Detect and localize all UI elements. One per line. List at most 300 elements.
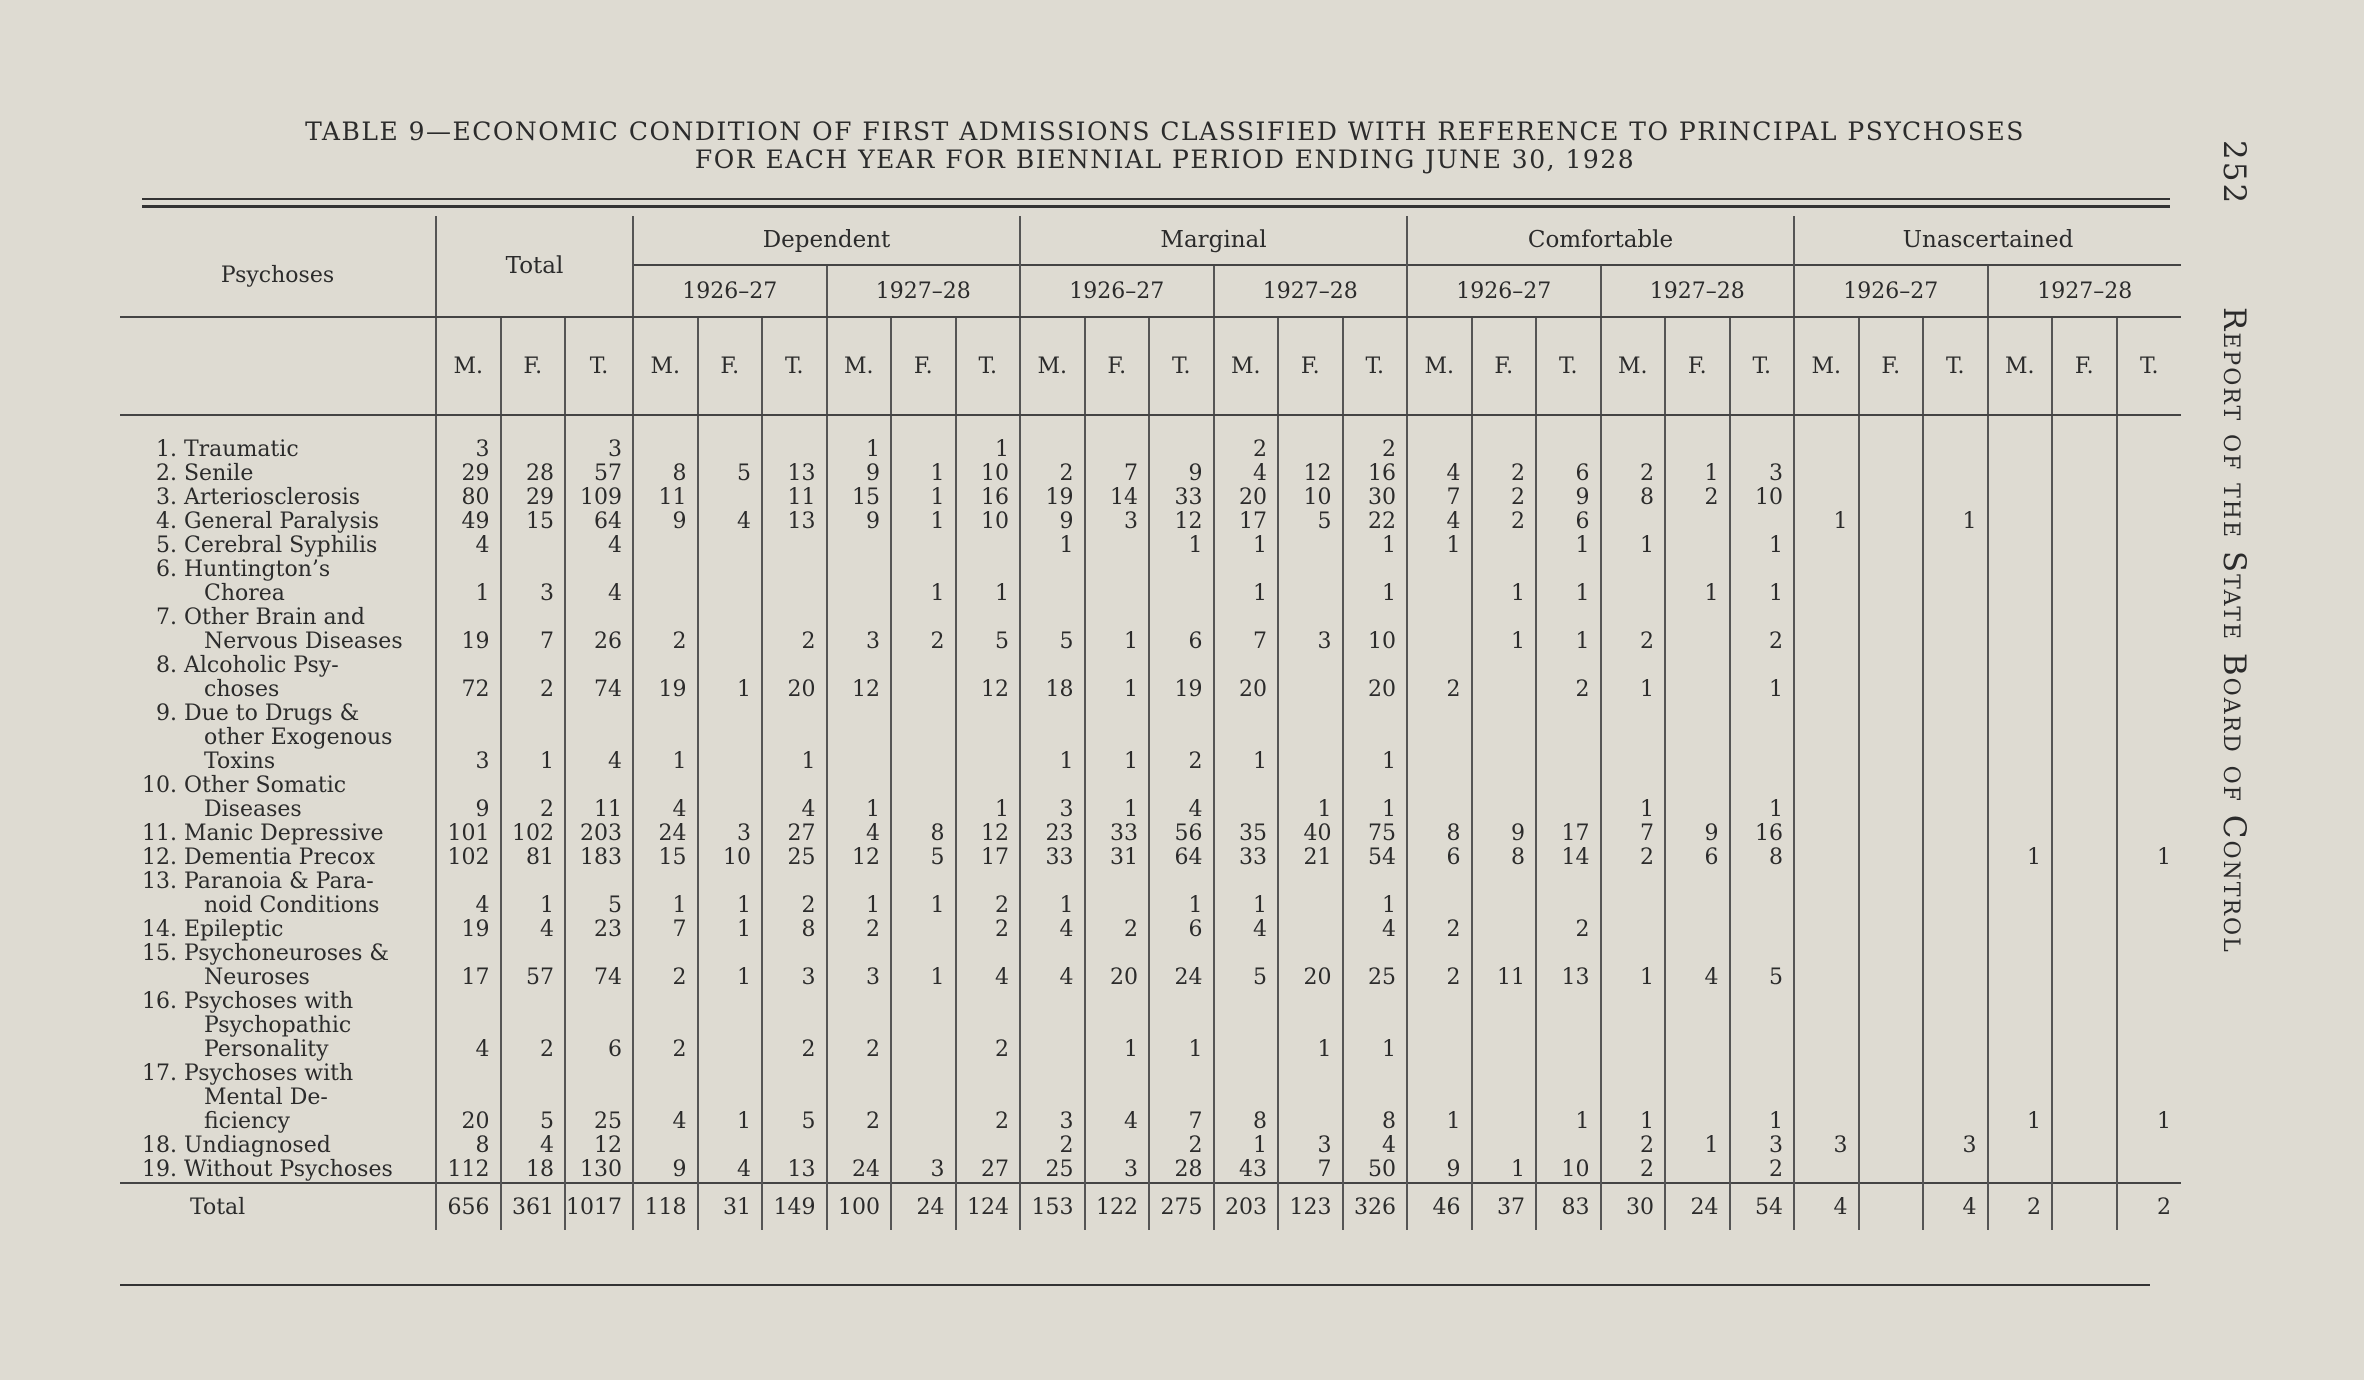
- cell-value: 7: [1214, 606, 1279, 654]
- cell-value: 1: [1085, 990, 1150, 1062]
- header-f-col-1: F.: [501, 317, 566, 415]
- cell-value: 5: [501, 1062, 566, 1134]
- cell-value: 21: [1278, 846, 1343, 870]
- cell-value: 3: [1730, 462, 1795, 486]
- header-comfortable: Comfortable: [1407, 216, 1794, 265]
- cell-value: 5: [1278, 510, 1343, 534]
- cell-value: 10: [956, 462, 1021, 486]
- cell-value: 1: [1214, 534, 1279, 558]
- cell-value: 4: [1343, 1134, 1408, 1158]
- header-m-col-18: M.: [1601, 317, 1666, 415]
- cell-value: 1: [1343, 870, 1408, 918]
- table-title-line-1: TABLE 9—ECONOMIC CONDITION OF FIRST ADMISSIONS CLASSIFIED WITH REFERENCE TO PRINCIPAL PSYCHOSES: [305, 117, 2025, 146]
- cell-value: 3: [1730, 1134, 1795, 1158]
- cell-value: 5: [762, 1062, 827, 1134]
- cell-value: [1601, 558, 1666, 606]
- cell-value: 27: [956, 1158, 1021, 1183]
- cell-value: [1859, 510, 1924, 534]
- cell-value: [2117, 462, 2182, 486]
- header-f-col-19: F.: [1665, 317, 1730, 415]
- header-dependent-1926-27: 1926–27: [633, 265, 827, 317]
- cell-value: 4: [633, 774, 698, 822]
- cell-value: [1988, 486, 2053, 510]
- row-label: [120, 1158, 436, 1183]
- cell-value: 9: [633, 1158, 698, 1183]
- cell-value: [2117, 486, 2182, 510]
- cell-value: [1794, 702, 1859, 774]
- row-label: [120, 534, 436, 558]
- cell-value: 9: [1149, 462, 1214, 486]
- cell-value: [1472, 1134, 1537, 1158]
- spacer: [1601, 415, 1666, 438]
- cell-value: 2: [762, 606, 827, 654]
- cell-value: [1859, 558, 1924, 606]
- cell-value: 75: [1343, 822, 1408, 846]
- cell-value: 20: [1085, 942, 1150, 990]
- row-label-line: 6. Huntington’s: [156, 557, 331, 582]
- header-t-col-23: T.: [1923, 317, 1988, 415]
- spacer: [762, 415, 827, 438]
- spacer: [1665, 415, 1730, 438]
- cell-value: [1665, 606, 1730, 654]
- header-dependent-1927-28: 1927–28: [827, 265, 1021, 317]
- spacer: [1536, 415, 1601, 438]
- header-t-col-14: T.: [1343, 317, 1408, 415]
- cell-value: [2052, 942, 2117, 990]
- cell-value: 1: [1085, 606, 1150, 654]
- cell-value: 3: [436, 438, 501, 462]
- cell-value: [891, 654, 956, 702]
- header-comfortable-1927-28: 1927–28: [1601, 265, 1795, 317]
- cell-value: [1859, 942, 1924, 990]
- total-cell: 326: [1343, 1183, 1408, 1230]
- cell-value: [2052, 870, 2117, 918]
- cell-value: 18: [501, 1158, 566, 1183]
- cell-value: 7: [1278, 1158, 1343, 1183]
- cell-value: [1988, 654, 2053, 702]
- cell-value: 19: [1020, 486, 1085, 510]
- cell-value: 3: [1085, 1158, 1150, 1183]
- header-f-col-25: F.: [2052, 317, 2117, 415]
- cell-value: [2117, 942, 2182, 990]
- cell-value: 1: [1472, 606, 1537, 654]
- cell-value: [1020, 990, 1085, 1062]
- row-label: [120, 870, 436, 918]
- total-cell: 46: [1407, 1183, 1472, 1230]
- header-psychoses: Psychoses: [120, 216, 436, 317]
- cell-value: 24: [1149, 942, 1214, 990]
- cell-value: [698, 438, 763, 462]
- table-title-line-2: FOR EACH YEAR FOR BIENNIAL PERIOD ENDING JUNE 30, 1928: [694, 145, 1636, 174]
- total-cell: 37: [1472, 1183, 1537, 1230]
- spacer: [827, 415, 892, 438]
- cell-value: [1020, 558, 1085, 606]
- row-label: [120, 774, 436, 822]
- cell-value: [1923, 654, 1988, 702]
- header-t-col-20: T.: [1730, 317, 1795, 415]
- cell-value: [2052, 990, 2117, 1062]
- cell-value: 19: [1149, 654, 1214, 702]
- cell-value: [1472, 654, 1537, 702]
- cell-value: 4: [633, 1062, 698, 1134]
- row-label-line: Personality: [204, 1037, 329, 1062]
- cell-value: [1794, 534, 1859, 558]
- cell-value: 12: [956, 822, 1021, 846]
- total-cell: 54: [1730, 1183, 1795, 1230]
- cell-value: [1407, 702, 1472, 774]
- cell-value: 19: [436, 606, 501, 654]
- top-double-rule-1: [142, 198, 2170, 200]
- cell-value: 26: [565, 606, 633, 654]
- cell-value: [1278, 438, 1343, 462]
- cell-value: 74: [565, 654, 633, 702]
- cell-value: [1794, 918, 1859, 942]
- table-row: [120, 558, 2181, 606]
- cell-value: [1665, 438, 1730, 462]
- cell-value: [1988, 702, 2053, 774]
- cell-value: [762, 1134, 827, 1158]
- cell-value: 23: [1020, 822, 1085, 846]
- row-label-line: 8. Alcoholic Psy-: [156, 653, 339, 678]
- cell-value: 2: [827, 918, 892, 942]
- header-f-col-7: F.: [891, 317, 956, 415]
- row-label: [120, 942, 436, 990]
- total-cell: 124: [956, 1183, 1021, 1230]
- cell-value: 7: [1601, 822, 1666, 846]
- cell-value: 56: [1149, 822, 1214, 846]
- spacer: [1020, 415, 1085, 438]
- cell-value: [2052, 1062, 2117, 1134]
- cell-value: [1472, 534, 1537, 558]
- cell-value: 15: [827, 486, 892, 510]
- total-label: Total: [120, 1183, 436, 1230]
- cell-value: 4: [1020, 918, 1085, 942]
- cell-value: 12: [1149, 510, 1214, 534]
- row-label: [120, 558, 436, 606]
- cell-value: [698, 606, 763, 654]
- cell-value: 15: [501, 510, 566, 534]
- cell-value: [1020, 438, 1085, 462]
- cell-value: [2117, 606, 2182, 654]
- cell-value: [1149, 558, 1214, 606]
- cell-value: 102: [436, 846, 501, 870]
- cell-value: 2: [1407, 918, 1472, 942]
- cell-value: [827, 1134, 892, 1158]
- cell-value: 11: [1472, 942, 1537, 990]
- header-t-col-8: T.: [956, 317, 1021, 415]
- cell-value: [2117, 558, 2182, 606]
- cell-value: [1794, 654, 1859, 702]
- cell-value: [1730, 918, 1795, 942]
- cell-value: [1794, 558, 1859, 606]
- spacer: [1085, 415, 1150, 438]
- cell-value: 2: [1407, 942, 1472, 990]
- cell-value: [1407, 606, 1472, 654]
- cell-value: 2: [1149, 702, 1214, 774]
- cell-value: [2117, 510, 2182, 534]
- cell-value: 1: [1536, 606, 1601, 654]
- cell-value: 4: [1343, 918, 1408, 942]
- cell-value: 9: [633, 510, 698, 534]
- cell-value: 7: [633, 918, 698, 942]
- spacer: [698, 415, 763, 438]
- spacer: [891, 415, 956, 438]
- cell-value: [2117, 438, 2182, 462]
- cell-value: [698, 990, 763, 1062]
- table-row: [120, 846, 2181, 870]
- cell-value: 1: [1536, 1062, 1601, 1134]
- cell-value: [956, 702, 1021, 774]
- cell-value: [698, 1134, 763, 1158]
- total-cell: 2: [2117, 1183, 2182, 1230]
- cell-value: 1: [1020, 534, 1085, 558]
- cell-value: 1: [1214, 558, 1279, 606]
- cell-value: 1: [1343, 558, 1408, 606]
- table-row: [120, 486, 2181, 510]
- cell-value: 4: [565, 534, 633, 558]
- table-row: [120, 1062, 2181, 1134]
- cell-value: [1085, 1134, 1150, 1158]
- cell-value: [1923, 534, 1988, 558]
- cell-value: 2: [1536, 654, 1601, 702]
- cell-value: 43: [1214, 1158, 1279, 1183]
- total-cell: 118: [633, 1183, 698, 1230]
- cell-value: [1730, 990, 1795, 1062]
- cell-value: 1: [698, 1062, 763, 1134]
- cell-value: [1407, 558, 1472, 606]
- cell-value: [2052, 1158, 2117, 1183]
- spacer: [1278, 415, 1343, 438]
- total-cell: 122: [1085, 1183, 1150, 1230]
- row-label-line: 1. Traumatic: [156, 437, 299, 462]
- row-label-line: 11. Manic Depressive: [142, 821, 384, 846]
- cell-value: [1859, 870, 1924, 918]
- cell-value: [891, 990, 956, 1062]
- spacer: [1730, 415, 1795, 438]
- cell-value: 16: [1343, 462, 1408, 486]
- header-total: Total: [436, 216, 633, 317]
- row-label: [120, 438, 436, 462]
- cell-value: 2: [501, 654, 566, 702]
- cell-value: 2: [1601, 1134, 1666, 1158]
- cell-value: [891, 702, 956, 774]
- cell-value: 1: [891, 558, 956, 606]
- cell-value: [1407, 870, 1472, 918]
- cell-value: 10: [956, 510, 1021, 534]
- total-cell: 153: [1020, 1183, 1085, 1230]
- cell-value: 6: [1536, 510, 1601, 534]
- cell-value: [1923, 822, 1988, 846]
- cell-value: 20: [436, 1062, 501, 1134]
- table-row: [120, 654, 2181, 702]
- cell-value: [1278, 870, 1343, 918]
- cell-value: 1: [501, 702, 566, 774]
- header-blank: [120, 317, 436, 415]
- cell-value: 1: [1085, 654, 1150, 702]
- cell-value: 35: [1214, 822, 1279, 846]
- cell-value: [633, 558, 698, 606]
- cell-value: [827, 558, 892, 606]
- cell-value: 1: [1020, 702, 1085, 774]
- cell-value: [1859, 702, 1924, 774]
- cell-value: 2: [827, 990, 892, 1062]
- cell-value: [1923, 990, 1988, 1062]
- cell-value: [1859, 606, 1924, 654]
- cell-value: 1: [1214, 702, 1279, 774]
- spacer: [1923, 415, 1988, 438]
- cell-value: 6: [1149, 918, 1214, 942]
- cell-value: 25: [1020, 1158, 1085, 1183]
- cell-value: 3: [1794, 1134, 1859, 1158]
- cell-value: [1794, 822, 1859, 846]
- row-label: [120, 702, 436, 774]
- cell-value: [1988, 1158, 2053, 1183]
- cell-value: 3: [436, 702, 501, 774]
- total-cell: 31: [698, 1183, 763, 1230]
- cell-value: 11: [762, 486, 827, 510]
- cell-value: 13: [1536, 942, 1601, 990]
- cell-value: [1536, 702, 1601, 774]
- cell-value: [2052, 510, 2117, 534]
- row-label-line: 5. Cerebral Syphilis: [156, 533, 378, 558]
- cell-value: 12: [956, 654, 1021, 702]
- row-label-line: 13. Paranoia & Para-: [142, 869, 374, 894]
- cell-value: 9: [1536, 486, 1601, 510]
- cell-value: 4: [436, 990, 501, 1062]
- cell-value: [1278, 702, 1343, 774]
- cell-value: [1794, 606, 1859, 654]
- cell-value: 64: [1149, 846, 1214, 870]
- cell-value: 109: [565, 486, 633, 510]
- bottom-rule: [120, 1284, 2150, 1286]
- cell-value: [2117, 654, 2182, 702]
- cell-value: [762, 438, 827, 462]
- cell-value: 2: [1085, 918, 1150, 942]
- cell-value: 74: [565, 942, 633, 990]
- cell-value: 2: [1665, 486, 1730, 510]
- header-t-col-26: T.: [2117, 317, 2182, 415]
- cell-value: 2: [1536, 918, 1601, 942]
- row-label-line: Psychopathic: [204, 1013, 352, 1038]
- cell-value: [1472, 702, 1537, 774]
- header-unascertained-1926-27: 1926–27: [1794, 265, 1988, 317]
- cell-value: [1923, 870, 1988, 918]
- cell-value: 1: [1601, 654, 1666, 702]
- cell-value: 2: [762, 990, 827, 1062]
- total-cell: 361: [501, 1183, 566, 1230]
- cell-value: 2: [501, 774, 566, 822]
- cell-value: 2: [1020, 1134, 1085, 1158]
- cell-value: [2117, 870, 2182, 918]
- cell-value: 9: [1407, 1158, 1472, 1183]
- cell-value: [2052, 846, 2117, 870]
- cell-value: 12: [1278, 462, 1343, 486]
- cell-value: 2: [633, 942, 698, 990]
- row-label: [120, 510, 436, 534]
- cell-value: [891, 1062, 956, 1134]
- cell-value: [1601, 990, 1666, 1062]
- row-label-line: 19. Without Psychoses: [142, 1157, 393, 1182]
- cell-value: [698, 486, 763, 510]
- cell-value: [2117, 774, 2182, 822]
- cell-value: [1988, 462, 2053, 486]
- table-row: [120, 606, 2181, 654]
- cell-value: 2: [956, 990, 1021, 1062]
- table-row: [120, 1158, 2181, 1183]
- table-row: [120, 774, 2181, 822]
- spacer: [2117, 415, 2182, 438]
- cell-value: [1859, 486, 1924, 510]
- cell-value: 3: [501, 558, 566, 606]
- cell-value: 3: [762, 942, 827, 990]
- cell-value: [2052, 486, 2117, 510]
- cell-value: 2: [827, 1062, 892, 1134]
- cell-value: [1923, 774, 1988, 822]
- row-label: [120, 822, 436, 846]
- cell-value: [1794, 462, 1859, 486]
- cell-value: [1730, 438, 1795, 462]
- header-comfortable-1926-27: 1926–27: [1407, 265, 1601, 317]
- cell-value: 25: [762, 846, 827, 870]
- cell-value: 17: [956, 846, 1021, 870]
- cell-value: [1601, 918, 1666, 942]
- cell-value: 3: [891, 1158, 956, 1183]
- cell-value: [1665, 870, 1730, 918]
- cell-value: [1859, 822, 1924, 846]
- header-t-col-17: T.: [1536, 317, 1601, 415]
- cell-value: 1: [1149, 534, 1214, 558]
- cell-value: [1794, 1158, 1859, 1183]
- spacer: [1988, 415, 2053, 438]
- cell-value: 33: [1085, 822, 1150, 846]
- cell-value: 2: [762, 870, 827, 918]
- cell-value: 1: [1730, 558, 1795, 606]
- cell-value: 10: [1536, 1158, 1601, 1183]
- cell-value: [698, 534, 763, 558]
- cell-value: 20: [762, 654, 827, 702]
- cell-value: [1859, 774, 1924, 822]
- cell-value: [698, 774, 763, 822]
- cell-value: 1: [1988, 1062, 2053, 1134]
- cell-value: 16: [956, 486, 1021, 510]
- cell-value: [1859, 438, 1924, 462]
- cell-value: 2: [1601, 606, 1666, 654]
- row-label-line: 2. Senile: [156, 461, 254, 486]
- cell-value: [1601, 870, 1666, 918]
- running-head: [2208, 140, 2252, 1340]
- cell-value: [2052, 462, 2117, 486]
- cell-value: 22: [1343, 510, 1408, 534]
- cell-value: 9: [827, 462, 892, 486]
- header-m-col-3: M.: [633, 317, 698, 415]
- cell-value: 1: [633, 870, 698, 918]
- cell-value: 1: [891, 462, 956, 486]
- row-label-line: 14. Epileptic: [142, 917, 284, 942]
- cell-value: [2052, 558, 2117, 606]
- cell-value: [1923, 606, 1988, 654]
- cell-value: [891, 534, 956, 558]
- header-f-col-13: F.: [1278, 317, 1343, 415]
- cell-value: [1923, 918, 1988, 942]
- total-row: [120, 1183, 2181, 1230]
- total-cell: 24: [1665, 1183, 1730, 1230]
- cell-value: 4: [436, 534, 501, 558]
- cell-value: 9: [436, 774, 501, 822]
- cell-value: 1: [501, 870, 566, 918]
- cell-value: 12: [827, 846, 892, 870]
- cell-value: [762, 534, 827, 558]
- cell-value: [1085, 438, 1150, 462]
